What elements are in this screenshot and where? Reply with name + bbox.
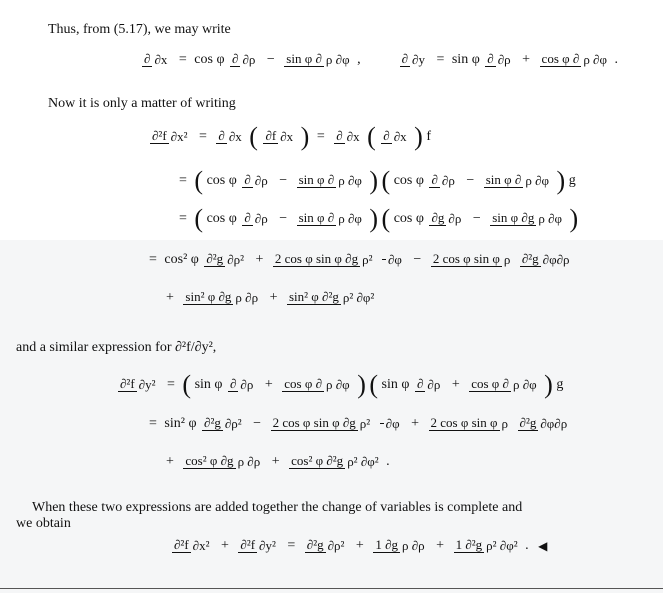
frac-d-dy: ∂ ∂y	[401, 51, 425, 67]
equation-expanded-x-line1: = cos² φ ∂²g ∂ρ² + 2 cos φ sin φ ∂g ρ² ∂φ − 2 cos φ sin φ ρ ∂²g ∂φ∂ρ	[149, 251, 570, 267]
equation-expanded-y-line2: + cos² φ ∂g ρ ∂ρ + cos² φ ∂²g ρ² ∂φ² .	[166, 453, 390, 469]
text-similar-expression: and a similar expression for ∂²f/∂y²,	[16, 340, 217, 355]
end-of-proof-mark: ◀	[538, 539, 548, 553]
equation-partial-derivatives-xy: ∂ ∂x = cos φ ∂ ∂ρ − sin φ ∂ ρ ∂φ , ∂ ∂y = sin φ ∂ ∂ρ + cos φ ∂ ρ ∂φ .	[144, 51, 618, 67]
equation-operator-product: = ( cos φ ∂ ∂ρ − sin φ ∂ ρ ∂φ ) ( cos φ ∂ ∂ρ − sin φ ∂ ρ ∂φ ) g	[179, 166, 576, 195]
frac-d-dx: ∂ ∂x	[144, 51, 168, 67]
text-thus-from: Thus, from (5.17), we may write	[48, 22, 231, 37]
text-we-obtain: we obtain	[16, 516, 71, 531]
equation-expanded-y-line1: = sin² φ ∂²g ∂ρ² − 2 cos φ sin φ ∂g ρ² ∂φ + 2 cos φ sin φ ρ ∂²g ∂φ∂ρ	[149, 415, 568, 431]
equation-second-derivative-y: ∂²f ∂y² = ( sin φ ∂ ∂ρ + cos φ ∂ ρ ∂φ ) ( sin φ ∂ ∂ρ + cos φ ∂ ρ ∂φ ) g	[120, 370, 564, 399]
equation-expanded-x-line2: + sin² φ ∂g ρ ∂ρ + sin² φ ∂²g ρ² ∂φ²	[166, 289, 375, 305]
text-when-added: When these two expressions are added together the change of variables is complete and	[32, 500, 523, 515]
equation-second-derivative-x: ∂²f ∂x² = ∂ ∂x ( ∂f ∂x ) = ∂ ∂x ( ∂ ∂x ) f	[152, 122, 431, 151]
equation-operator-applied: = ( cos φ ∂ ∂ρ − sin φ ∂ ρ ∂φ ) ( cos φ ∂g ∂ρ − sin φ ∂g ρ ∂φ )	[179, 206, 579, 233]
equation-laplacian-polar: ∂²f ∂x² + ∂²f ∂y² = ∂²g ∂ρ² + 1 ∂g ρ ∂ρ + 1 ∂²g ρ² ∂φ² . ◀	[174, 537, 548, 553]
page-bottom-rule	[0, 588, 663, 589]
text-now-only-matter: Now it is only a matter of writing	[48, 96, 236, 111]
